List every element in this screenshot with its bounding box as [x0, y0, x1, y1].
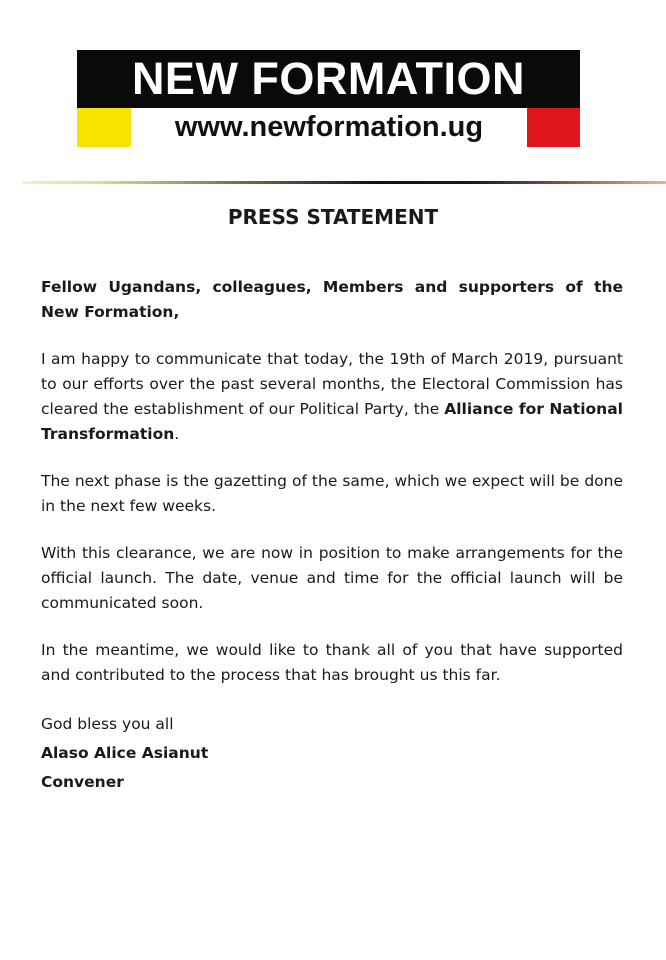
signatory-name: Alaso Alice Asianut	[41, 744, 209, 762]
document-title: PRESS STATEMENT	[227, 205, 439, 229]
blessing: God bless you all	[41, 715, 174, 733]
header-divider	[22, 181, 666, 184]
paragraph-gazetting: The next phase is the gazetting of the same, which we expect will be done in the next few weeks.	[41, 472, 623, 515]
statement-body	[41, 275, 623, 797]
new-formation-logo	[77, 50, 580, 147]
greeting: Fellow Ugandans, colleagues, Members and supporters of the New Formation,	[41, 278, 623, 321]
logo-url: www.newformation.ug	[174, 111, 484, 143]
signatory-role: Convener	[41, 773, 124, 791]
logo-red-block	[527, 108, 580, 147]
paragraph-thanks: In the meantime, we would like to thank all of you that have supported and contributed to the process that has brought us this far.	[41, 641, 623, 684]
paragraph-clearance-text: I am happy to communicate that today, the 19th of March 2019, pursuant to our efforts over the past several months, the Electoral Commission has cleared the establishment of our Political Party, the	[41, 350, 623, 418]
paragraph-clearance	[41, 347, 623, 447]
signoff	[41, 710, 623, 797]
paragraph-launch: With this clearance, we are now in position to make arrangements for the official launch. The date, venue and time for the official launch will be communicated soon.	[41, 544, 623, 612]
logo-title: NEW FORMATION	[131, 53, 526, 104]
paragraph-clearance-end: .	[174, 425, 180, 443]
logo-yellow-block	[77, 108, 131, 147]
party-name: Alliance for National Transformation	[41, 400, 623, 443]
